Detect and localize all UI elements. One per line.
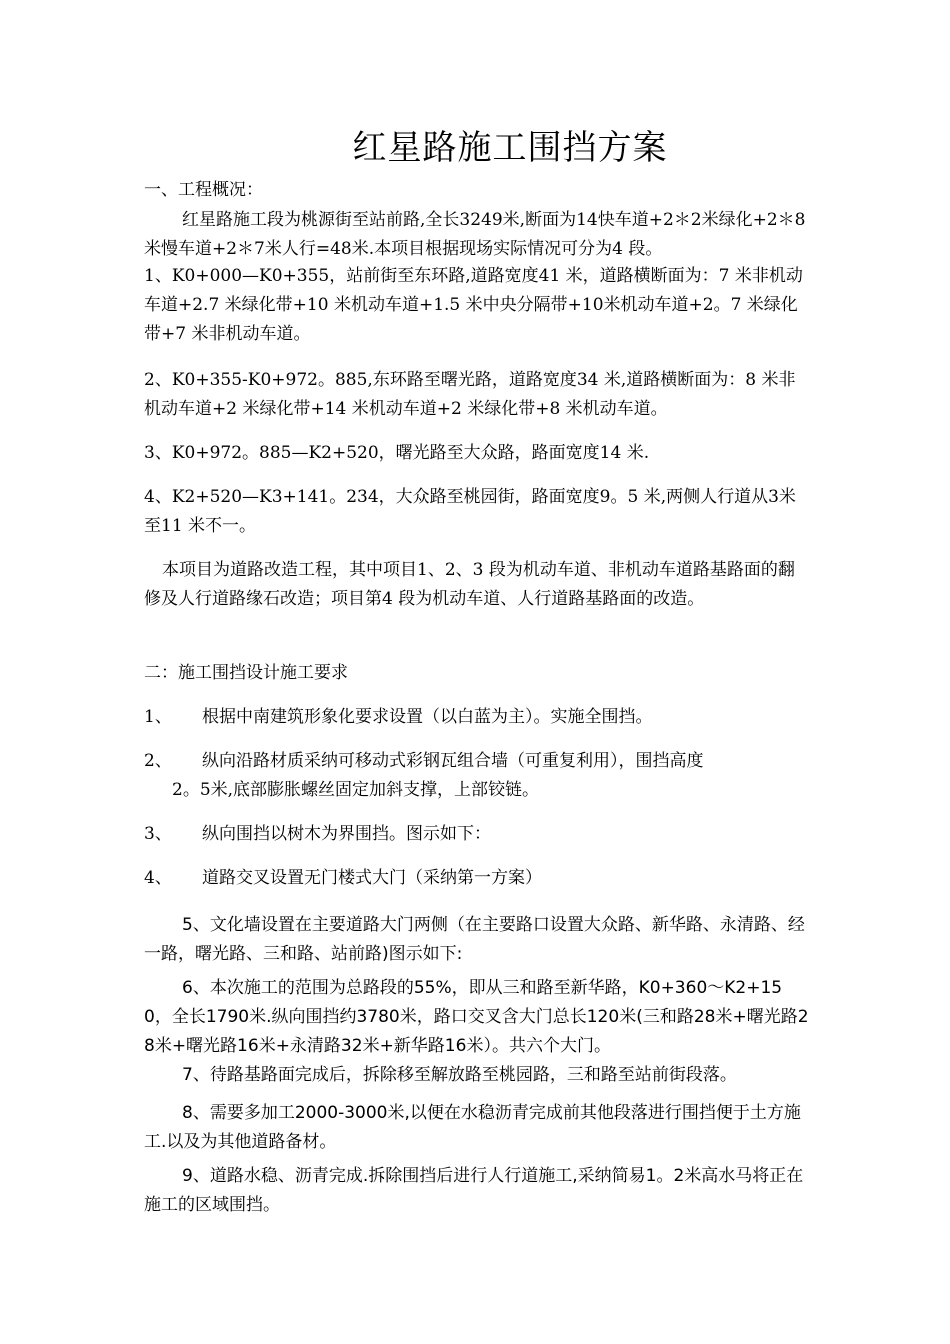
document-title: 红星路施工围挡方案	[352, 128, 668, 168]
requirement-number: 2、	[144, 751, 172, 771]
requirement-text: 纵向沿路材质采纳可移动式彩钢瓦组合墙（可重复利用），围挡高度	[202, 751, 704, 771]
segment-3-paragraph: 3、K0+972。885—K2+520，曙光路至大众路，路面宽度14 米.	[144, 443, 650, 463]
segment-1-paragraph: 1、K0+000—K0+355，站前街至东环路,道路宽度41 米，道路横断面为：7 米非机动车道+2.7 米绿化带+10 米机动车道+1.5 米中央分隔带+10米机动车道+2。7 米绿化带+7 米非机动车道。	[144, 266, 803, 344]
requirement-6-paragraph: 6、本次施工的范围为总路段的55%，即从三和路至新华路，K0+360～K2+150，全长1790米.纵向围挡约3780米，路口交叉含大门总长120米(三和路28米+曙光路28米+曙光路16米+永清路32米+新华路16米）。共六个大门。	[144, 978, 809, 1056]
requirement-number: 4、	[144, 868, 172, 888]
requirement-7-paragraph: 7、待路基路面完成后，拆除移至解放路至桃园路，三和路至站前街段落。	[182, 1065, 737, 1085]
requirement-text: 道路交叉设置无门楼式大门（采纳第一方案）	[202, 868, 542, 888]
requirement-5-paragraph: 5、文化墙设置在主要道路大门两侧（在主要路口设置大众路、新华路、永清路、经一路，曙光路、三和路、站前路)图示如下:	[144, 915, 805, 964]
requirement-text: 根据中南建筑形象化要求设置（以白蓝为主）。实施全围挡。	[202, 707, 653, 727]
project-note-paragraph: 本项目为道路改造工程，其中项目1、2、3 段为机动车道、非机动车道路基路面的翻修及人行道路缘石改造；项目第4 段为机动车道、人行道路基路面的改造。	[144, 560, 795, 609]
section1-heading: 一、工程概况：	[144, 180, 263, 200]
requirement-number: 1、	[144, 707, 172, 727]
requirement-9-paragraph: 9、道路水稳、沥青完成.拆除围挡后进行人行道施工,采纳简易1。2米高水马将正在施工的区域围挡。	[144, 1166, 804, 1215]
segment-4-paragraph: 4、K2+520—K3+141。234，大众路至桃园街，路面宽度9。5 米,两侧人行道从3米至11 米不一。	[144, 487, 796, 536]
intro-paragraph: 红星路施工段为桃源街至站前路,全长3249米,断面为14快车道+2＊2米绿化+2＊8米慢车道+2＊7米人行=48米.本项目根据现场实际情况可分为4 段。	[144, 210, 806, 259]
segment-2-paragraph: 2、K0+355-K0+972。885,东环路至曙光路，道路宽度34 米,道路横断面为：8 米非机动车道+2 米绿化带+14 米机动车道+2 米绿化带+8 米机动车道。	[144, 370, 796, 419]
requirement-continuation: 2。5米,底部膨胀螺丝固定加斜支撑，上部铰链。	[172, 780, 540, 800]
requirement-text: 纵向围挡以树木为界围挡。图示如下：	[202, 824, 491, 844]
section2-heading: 二：施工围挡设计施工要求	[144, 663, 348, 683]
requirement-8-paragraph: 8、需要多加工2000-3000米,以便在水稳沥青完成前其他段落进行围挡便于土方施工.以及为其他道路备材。	[144, 1103, 801, 1152]
requirement-number: 3、	[144, 824, 172, 844]
